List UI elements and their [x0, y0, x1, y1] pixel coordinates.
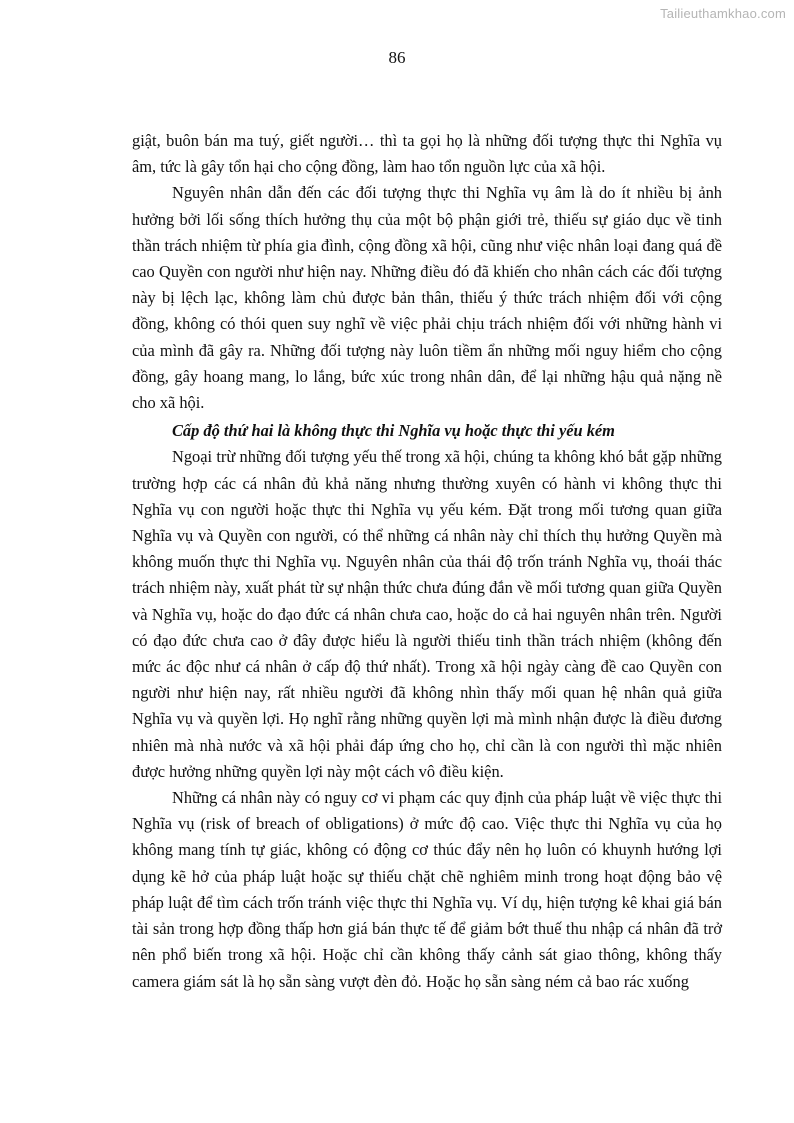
page-number: 86 — [388, 48, 406, 67]
page-body — [132, 128, 722, 995]
section-heading: Cấp độ thứ hai là không thực thi Nghĩa vụ hoặc thực thi yếu kém — [172, 421, 615, 441]
paragraph-causes: Nguyên nhân dẫn đến các đối tượng thực thi Nghĩa vụ âm là do ít nhiều bị ảnh hưởng bởi lối sống thích hưởng thụ của một bộ phận giới trẻ, thiếu sự giáo dục về tinh thần trách nhiệm từ phía gia đình, cộng đồng xã hội, cũng như việc nhân loại đang quá đề cao Quyền con người như hiện nay. Những điều đó đã khiến cho nhân cách các đối tượng này bị lệch lạc, không làm chủ được bản thân, thiếu ý thức trách nhiệm đối với cộng đồng, không có thói quen suy nghĩ về việc phải chịu trách nhiệm đối với những hành vi của mình đã gây ra. Những đối tượng này luôn tiềm ẩn những mối nguy hiểm cho cộng đồng, gây hoang mang, lo lắng, bức xúc trong nhân dân, để lại những hậu quả nặng nề cho xã hội. — [132, 183, 722, 413]
paragraph-continuation: giật, buôn bán ma tuý, giết người… thì ta gọi họ là những đối tượng thực thi Nghĩa vụ âm, tức là gây tổn hại cho cộng đồng, làm hao tổn nguồn lực của xã hội. — [132, 131, 722, 177]
watermark: Tailieuthamkhao.com — [660, 6, 786, 21]
paragraph-risk: Những cá nhân này có nguy cơ vi phạm các quy định của pháp luật về việc thực thi Nghĩa vụ (risk of breach of obligations) ở mức độ cao. Việc thực thi Nghĩa vụ của họ không mang tính tự giác, không có động cơ thúc đẩy nên họ luôn có khuynh hướng lợi dụng kẽ hở của pháp luật hoặc sự thiếu chặt chẽ nghiêm minh trong hoạt động bảo vệ pháp luật để tìm cách trốn tránh việc thực thi Nghĩa vụ. Ví dụ, hiện tượng kê khai giá bán tài sản trong hợp đồng thấp hơn giá bán thực tế để giảm bớt thuế thu nhập cá nhân đã trở nên phổ biến trong xã hội. Hoặc chỉ cần không thấy cảnh sát giao thông, không thấy camera giám sát là họ sẵn sàng vượt đèn đỏ. Hoặc họ sẵn sàng ném cả bao rác xuống — [132, 788, 722, 991]
paragraph-level-two: Ngoại trừ những đối tượng yếu thế trong xã hội, chúng ta không khó bắt gặp những trường hợp các cá nhân đủ khả năng nhưng thường xuyên có hành vi không thực thi Nghĩa vụ con người hoặc thực thi Nghĩa vụ yếu kém. Đặt trong mối tương quan giữa Nghĩa vụ và Quyền con người, có thể những cá nhân này chỉ thích thụ hưởng Quyền mà không muốn thực thi Nghĩa vụ. Nguyên nhân của thái độ trốn tránh Nghĩa vụ, thoái thác trách nhiệm này, xuất phát từ sự nhận thức chưa đúng đắn về mối tương quan giữa Quyền và Nghĩa vụ, hoặc do đạo đức cá nhân chưa cao, hoặc do cả hai nguyên nhân trên. Người có đạo đức chưa cao ở đây được hiểu là người thiếu tinh thần trách nhiệm (không đến mức ác độc như cá nhân ở cấp độ thứ nhất). Trong xã hội ngày càng đề cao Quyền con người như hiện nay, rất nhiều người đã không nhìn thấy mối quan hệ nhân quả giữa Nghĩa vụ và quyền lợi. Họ nghĩ rằng những quyền lợi mà mình nhận được là điều đương nhiên mà nhà nước và xã hội phải đáp ứng cho họ, chỉ cần là con người thì mặc nhiên được hưởng những quyền lợi này một cách vô điều kiện. — [132, 447, 722, 781]
